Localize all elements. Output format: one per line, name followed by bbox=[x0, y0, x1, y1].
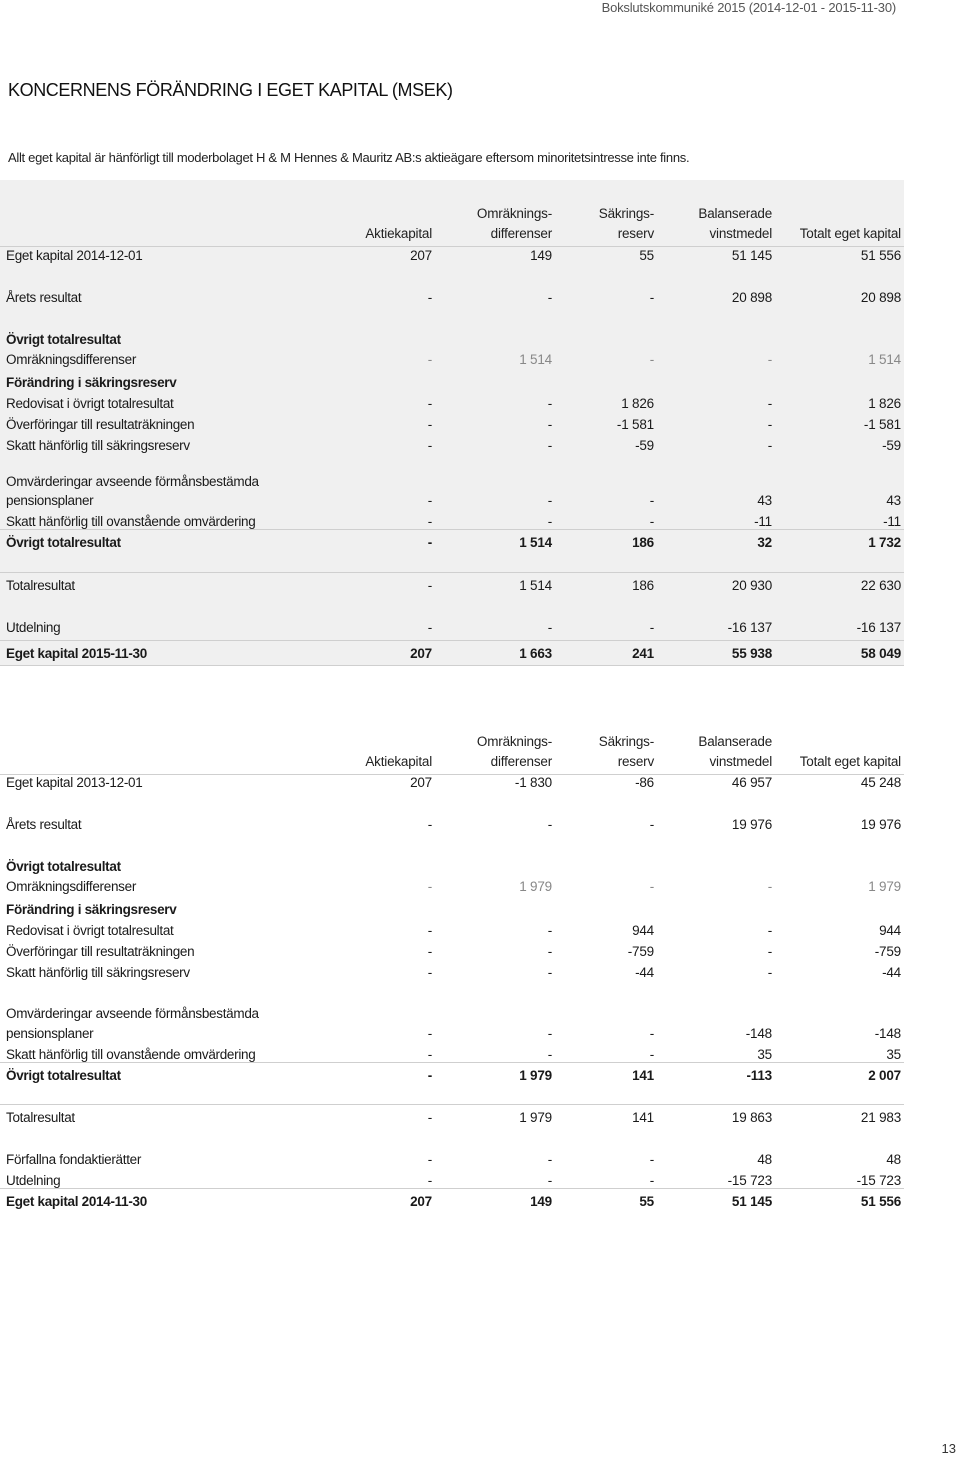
row-label: Omvärderingar avseende förmånsbestämda bbox=[6, 1006, 259, 1021]
cell-c3: - bbox=[649, 1026, 654, 1041]
cell-c1: - bbox=[427, 535, 432, 550]
table-row bbox=[0, 1066, 904, 1086]
cell-c2: 1 979 bbox=[519, 1068, 552, 1083]
equity-table-2014 bbox=[0, 710, 904, 1215]
cell-c3: - bbox=[649, 1152, 654, 1167]
cell-c2: - bbox=[547, 290, 552, 305]
cell-c1: - bbox=[427, 396, 432, 411]
table-row bbox=[0, 373, 904, 393]
cell-c5: 35 bbox=[886, 1047, 901, 1062]
row-label: Redovisat i övrigt totalresultat bbox=[6, 396, 174, 411]
row-label: Omvärderingar avseende förmånsbestämda bbox=[6, 474, 259, 489]
cell-c2: 1 979 bbox=[519, 879, 552, 894]
table-row bbox=[0, 288, 904, 308]
cell-c3: 55 bbox=[639, 1194, 654, 1209]
cell-c1: - bbox=[427, 1026, 432, 1041]
cell-c2: -1 830 bbox=[514, 775, 552, 790]
cell-c2: - bbox=[547, 620, 552, 635]
table-row bbox=[0, 394, 904, 414]
cell-c2: 149 bbox=[530, 248, 552, 263]
cell-c5: 1 979 bbox=[868, 879, 901, 894]
cell-c2: 149 bbox=[530, 1194, 552, 1209]
table-row bbox=[0, 857, 904, 877]
cell-c5: 1 826 bbox=[868, 396, 901, 411]
column-header-c2-line2: differenser bbox=[490, 226, 552, 241]
cell-c3: -44 bbox=[635, 965, 654, 980]
row-label: Omräkningsdifferenser bbox=[6, 879, 137, 894]
cell-c5: 1 732 bbox=[868, 535, 901, 550]
cell-c5: 48 bbox=[886, 1152, 901, 1167]
cell-c1: - bbox=[427, 1068, 432, 1083]
cell-c4: 51 145 bbox=[731, 1194, 772, 1209]
row-label: Omräkningsdifferenser bbox=[6, 352, 137, 367]
cell-c3: - bbox=[649, 493, 654, 508]
cell-c3: -1 581 bbox=[616, 417, 654, 432]
column-header-c1-line2: Aktiekapital bbox=[365, 226, 432, 241]
table-row bbox=[0, 1108, 904, 1128]
cell-c5: 2 007 bbox=[868, 1068, 901, 1083]
cell-c4: 48 bbox=[757, 1152, 772, 1167]
cell-c3: - bbox=[649, 1047, 654, 1062]
cell-c3: - bbox=[649, 514, 654, 529]
cell-c1: - bbox=[427, 923, 432, 938]
cell-c1: - bbox=[427, 944, 432, 959]
table-row bbox=[0, 877, 904, 897]
table-row bbox=[0, 963, 904, 983]
row-label: Utdelning bbox=[6, 1173, 61, 1188]
cell-c4: 19 863 bbox=[731, 1110, 772, 1125]
cell-c4: - bbox=[767, 944, 772, 959]
column-header-c3-line2: reserv bbox=[617, 754, 654, 769]
cell-c3: 186 bbox=[632, 535, 654, 550]
cell-c2: - bbox=[547, 396, 552, 411]
cell-c1: - bbox=[427, 493, 432, 508]
row-label: Förändring i säkringsreserv bbox=[6, 902, 177, 917]
cell-c1: - bbox=[427, 1173, 432, 1188]
cell-c5: -11 bbox=[883, 514, 901, 529]
cell-c5: 58 049 bbox=[860, 646, 901, 661]
column-header-c4-line1: Balanserade bbox=[698, 206, 772, 221]
column-header-c4-line2: vinstmedel bbox=[709, 754, 772, 769]
cell-c5: 19 976 bbox=[860, 817, 901, 832]
cell-c3: -86 bbox=[635, 775, 654, 790]
table-row bbox=[0, 330, 904, 350]
row-label: Överföringar till resultaträkningen bbox=[6, 417, 195, 432]
cell-c1: - bbox=[427, 438, 432, 453]
cell-c1: - bbox=[427, 352, 432, 367]
table-row bbox=[0, 618, 904, 638]
cell-c4: 32 bbox=[757, 535, 772, 550]
cell-c5: 22 630 bbox=[860, 578, 901, 593]
cell-c2: - bbox=[547, 965, 552, 980]
cell-c1: - bbox=[427, 417, 432, 432]
cell-c4: 19 976 bbox=[731, 817, 772, 832]
cell-c2: - bbox=[547, 1152, 552, 1167]
cell-c4: -11 bbox=[754, 514, 772, 529]
cell-c1: - bbox=[427, 817, 432, 832]
cell-c4: -113 bbox=[746, 1068, 772, 1083]
cell-c4: - bbox=[767, 396, 772, 411]
cell-c4: 20 898 bbox=[731, 290, 772, 305]
row-label: Skatt hänförlig till ovanstående omvärdering bbox=[6, 514, 256, 529]
cell-c1: - bbox=[427, 1047, 432, 1062]
cell-c3: -759 bbox=[627, 944, 654, 959]
table-row bbox=[0, 815, 904, 835]
intro-text: Allt eget kapital är hänförligt till moderbolaget H & M Hennes & Mauritz AB:s aktieägare eftersom minoritetsintresse inte finns. bbox=[8, 150, 690, 165]
row-label: Förändring i säkringsreserv bbox=[6, 375, 177, 390]
cell-c5: -59 bbox=[882, 438, 901, 453]
cell-c1: - bbox=[427, 514, 432, 529]
cell-c5: 43 bbox=[886, 493, 901, 508]
cell-c1: 207 bbox=[410, 775, 432, 790]
cell-c2: 1 514 bbox=[519, 578, 552, 593]
cell-c1: - bbox=[427, 965, 432, 980]
cell-c2: - bbox=[547, 944, 552, 959]
row-label: Skatt hänförlig till ovanstående omvärdering bbox=[6, 1047, 256, 1062]
cell-c5: -44 bbox=[882, 965, 901, 980]
cell-c3: - bbox=[649, 352, 654, 367]
column-header-c4-line2: vinstmedel bbox=[709, 226, 772, 241]
cell-c3: - bbox=[649, 290, 654, 305]
cell-c5: 20 898 bbox=[860, 290, 901, 305]
cell-c4: 20 930 bbox=[731, 578, 772, 593]
cell-c5: 944 bbox=[879, 923, 901, 938]
row-label: Skatt hänförlig till säkringsreserv bbox=[6, 965, 190, 980]
cell-c5: -1 581 bbox=[863, 417, 901, 432]
cell-c1: - bbox=[427, 620, 432, 635]
column-header-c3-line2: reserv bbox=[617, 226, 654, 241]
cell-c2: - bbox=[547, 438, 552, 453]
cell-c2: - bbox=[547, 1026, 552, 1041]
table-row bbox=[0, 921, 904, 941]
equity-table-2015 bbox=[0, 180, 904, 666]
cell-c4: -15 723 bbox=[727, 1173, 772, 1188]
row-label: Övrigt totalresultat bbox=[6, 859, 121, 874]
cell-c5: 51 556 bbox=[860, 248, 901, 263]
table-row bbox=[0, 491, 904, 511]
cell-c1: 207 bbox=[410, 248, 432, 263]
row-label: Eget kapital 2013-12-01 bbox=[6, 775, 143, 790]
cell-c5: 51 556 bbox=[860, 1194, 901, 1209]
cell-c4: 55 938 bbox=[731, 646, 772, 661]
cell-c2: - bbox=[547, 817, 552, 832]
cell-c5: -759 bbox=[874, 944, 901, 959]
cell-c4: - bbox=[767, 417, 772, 432]
table-row bbox=[0, 942, 904, 962]
row-label: Totalresultat bbox=[6, 578, 75, 593]
row-label: Övrigt totalresultat bbox=[6, 332, 121, 347]
column-header-c2-line1: Omräknings- bbox=[476, 734, 552, 749]
cell-c4: - bbox=[767, 879, 772, 894]
cell-c5: 45 248 bbox=[860, 775, 901, 790]
cell-c4: 46 957 bbox=[731, 775, 772, 790]
row-label: pensionsplaner bbox=[6, 1026, 94, 1041]
cell-c2: - bbox=[547, 514, 552, 529]
column-header-c2-line2: differenser bbox=[490, 754, 552, 769]
cell-c3: 944 bbox=[632, 923, 654, 938]
cell-c2: - bbox=[547, 1047, 552, 1062]
cell-c1: 207 bbox=[410, 1194, 432, 1209]
cell-c2: - bbox=[547, 417, 552, 432]
table-row bbox=[0, 533, 904, 553]
row-label: Eget kapital 2015-11-30 bbox=[6, 646, 147, 661]
row-label: Eget kapital 2014-11-30 bbox=[6, 1194, 147, 1209]
cell-c3: 55 bbox=[639, 248, 654, 263]
cell-c4: - bbox=[767, 965, 772, 980]
table-row bbox=[0, 350, 904, 370]
cell-c1: - bbox=[427, 290, 432, 305]
table-row bbox=[0, 415, 904, 435]
row-label: Överföringar till resultaträkningen bbox=[6, 944, 195, 959]
cell-c5: 1 514 bbox=[868, 352, 901, 367]
cell-c2: 1 979 bbox=[519, 1110, 552, 1125]
cell-c2: - bbox=[547, 1173, 552, 1188]
row-label: Övrigt totalresultat bbox=[6, 535, 121, 550]
cell-c2: 1 514 bbox=[519, 535, 552, 550]
row-label: Årets resultat bbox=[6, 817, 82, 832]
table-row bbox=[0, 1004, 904, 1024]
table-row bbox=[0, 900, 904, 920]
column-header-c1-line2: Aktiekapital bbox=[365, 754, 432, 769]
cell-c3: 1 826 bbox=[621, 396, 654, 411]
cell-c2: 1 514 bbox=[519, 352, 552, 367]
cell-c5: -16 137 bbox=[856, 620, 901, 635]
cell-c1: - bbox=[427, 1110, 432, 1125]
table-row bbox=[0, 436, 904, 456]
cell-c5: -15 723 bbox=[856, 1173, 901, 1188]
cell-c1: - bbox=[427, 879, 432, 894]
row-label: Skatt hänförlig till säkringsreserv bbox=[6, 438, 190, 453]
cell-c5: -148 bbox=[874, 1026, 901, 1041]
cell-c4: - bbox=[767, 438, 772, 453]
column-header-c2-line1: Omräknings- bbox=[476, 206, 552, 221]
page-title: KONCERNENS FÖRÄNDRING I EGET KAPITAL (MSEK) bbox=[8, 80, 453, 100]
table-row bbox=[0, 773, 904, 793]
report-header: Bokslutskommuniké 2015 (2014-12-01 - 2015-11-30) bbox=[601, 0, 896, 15]
cell-c1: - bbox=[427, 1152, 432, 1167]
table-row bbox=[0, 576, 904, 596]
cell-c2: 1 663 bbox=[519, 646, 552, 661]
row-label: Årets resultat bbox=[6, 290, 82, 305]
table-row bbox=[0, 1150, 904, 1170]
cell-c3: - bbox=[649, 817, 654, 832]
column-header-c4-line1: Balanserade bbox=[698, 734, 772, 749]
cell-c3: 186 bbox=[632, 578, 654, 593]
cell-c4: - bbox=[767, 923, 772, 938]
row-label: Övrigt totalresultat bbox=[6, 1068, 121, 1083]
cell-c3: 141 bbox=[632, 1068, 654, 1083]
column-header-c5-line2: Totalt eget kapital bbox=[799, 754, 901, 769]
cell-c5: 21 983 bbox=[860, 1110, 901, 1125]
cell-c1: - bbox=[427, 578, 432, 593]
cell-c4: 43 bbox=[757, 493, 772, 508]
page-number: 13 bbox=[941, 1441, 956, 1456]
cell-c4: 35 bbox=[757, 1047, 772, 1062]
cell-c3: - bbox=[649, 620, 654, 635]
column-header-c3-line1: Säkrings- bbox=[598, 206, 654, 221]
row-label: pensionsplaner bbox=[6, 493, 94, 508]
cell-c4: - bbox=[767, 352, 772, 367]
cell-c3: 141 bbox=[632, 1110, 654, 1125]
row-label: Utdelning bbox=[6, 620, 61, 635]
cell-c3: - bbox=[649, 1173, 654, 1188]
table-row bbox=[0, 1192, 904, 1212]
cell-c3: - bbox=[649, 879, 654, 894]
table-row bbox=[0, 472, 904, 492]
row-label: Förfallna fondaktierätter bbox=[6, 1152, 142, 1167]
table-row bbox=[0, 644, 904, 664]
cell-c4: -148 bbox=[745, 1026, 772, 1041]
table-row bbox=[0, 1024, 904, 1044]
cell-c3: 241 bbox=[632, 646, 654, 661]
row-label: Totalresultat bbox=[6, 1110, 75, 1125]
cell-c1: 207 bbox=[410, 646, 432, 661]
row-label: Redovisat i övrigt totalresultat bbox=[6, 923, 174, 938]
column-header-c3-line1: Säkrings- bbox=[598, 734, 654, 749]
cell-c4: 51 145 bbox=[731, 248, 772, 263]
column-header-c5-line2: Totalt eget kapital bbox=[799, 226, 901, 241]
cell-c2: - bbox=[547, 493, 552, 508]
cell-c2: - bbox=[547, 923, 552, 938]
table-row bbox=[0, 246, 904, 266]
cell-c3: -59 bbox=[635, 438, 654, 453]
row-label: Eget kapital 2014-12-01 bbox=[6, 248, 143, 263]
cell-c4: -16 137 bbox=[727, 620, 772, 635]
